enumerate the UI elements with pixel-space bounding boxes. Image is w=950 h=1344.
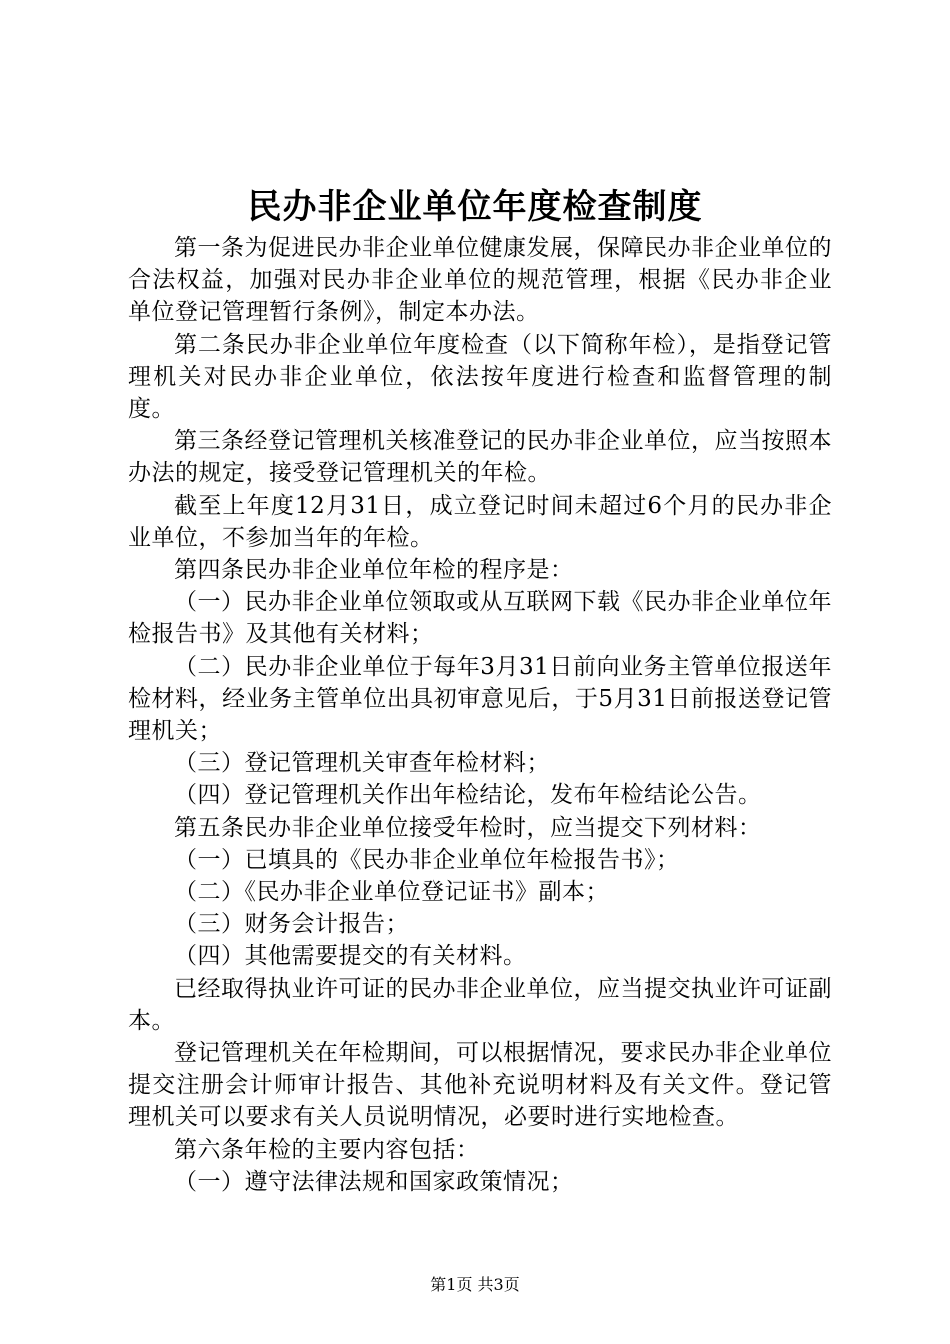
- paragraph-article-5-item-3: （三）财务会计报告；: [174, 911, 409, 938]
- paragraph-article-5-license: 已经取得执业许可证的民办非企业单位，应当提交执业许可证副本。: [128, 975, 832, 1034]
- paragraph-article-6-item-1: （一）遵守法律法规和国家政策情况；: [174, 1168, 574, 1195]
- paragraph-article-5-item-1: （一）已填具的《民办非企业单位年检报告书》；: [174, 846, 680, 873]
- document-body: [128, 232, 832, 1198]
- paragraph-article-4-item-2: （二）民办非企业单位于每年3月31日前向业务主管单位报送年检材料，经业务主管单位出具初审意见后，于5月31日前报送登记管理机关；: [128, 653, 832, 745]
- paragraph-article-2: 第二条民办非企业单位年度检查（以下简称年检），是指登记管理机关对民办非企业单位，依法按年度进行检查和监督管理的制度。: [128, 331, 832, 423]
- paragraph-article-3-note: 截至上年度12月31日，成立登记时间未超过6个月的民办非企业单位，不参加当年的年检。: [128, 492, 832, 551]
- paragraph-article-4-item-4: （四）登记管理机关作出年检结论，发布年检结论公告。: [174, 782, 762, 809]
- paragraph-article-5-inspection: 登记管理机关在年检期间，可以根据情况，要求民办非企业单位提交注册会计师审计报告、其他补充说明材料及有关文件。登记管理机关可以要求有关人员说明情况，必要时进行实地检查。: [128, 1040, 832, 1131]
- paragraph-article-6: 第六条年检的主要内容包括：: [174, 1136, 480, 1163]
- page-footer: 第1页 共3页: [430, 1275, 520, 1294]
- document-title: 民办非企业单位年度检查制度: [247, 187, 703, 227]
- paragraph-article-4: 第四条民办非企业单位年检的程序是：: [174, 557, 574, 584]
- paragraph-article-5-item-4: （四）其他需要提交的有关材料。: [174, 943, 527, 970]
- paragraph-article-4-item-3: （三）登记管理机关审查年检材料；: [174, 750, 550, 777]
- paragraph-article-4-item-1: （一）民办非企业单位领取或从互联网下载《民办非企业单位年检报告书》及其他有关材料；: [128, 589, 832, 648]
- paragraph-article-5: 第五条民办非企业单位接受年检时，应当提交下列材料：: [174, 814, 762, 841]
- paragraph-article-1: 第一条为促进民办非企业单位健康发展，保障民办非企业单位的合法权益，加强对民办非企业单位的规范管理，根据《民办非企业单位登记管理暂行条例》，制定本办法。: [128, 235, 832, 326]
- paragraph-article-3: 第三条经登记管理机关核准登记的民办非企业单位，应当按照本办法的规定，接受登记管理机关的年检。: [128, 428, 832, 487]
- paragraph-article-5-item-2: （二）《民办非企业单位登记证书》副本；: [174, 879, 609, 906]
